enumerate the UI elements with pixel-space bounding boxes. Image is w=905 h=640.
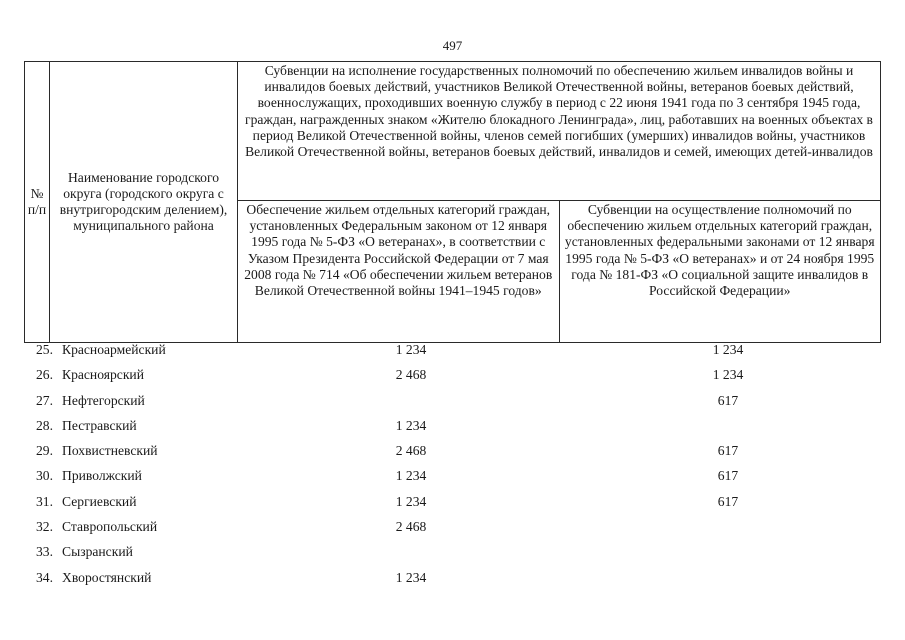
row-value-housing: 2 468: [395, 443, 427, 459]
table-header: [24, 61, 881, 343]
row-number: 25.: [36, 342, 53, 357]
row-municipality-name: Ставропольский: [62, 519, 158, 535]
row-municipality-name: Пестравский: [62, 417, 137, 433]
row-value-housing: 1 234: [395, 569, 427, 585]
row-municipality-name: Похвистневский: [62, 443, 158, 459]
table-row: [0, 443, 905, 468]
row-number: 26.: [36, 367, 53, 383]
header-sub-right-cell: [559, 201, 881, 343]
row-number: 27.: [36, 392, 53, 408]
row-municipality-name: Хворостянский: [62, 569, 152, 585]
table-row: [0, 367, 905, 392]
row-number: 33.: [36, 544, 53, 560]
table-row: [0, 342, 905, 367]
header-name-label: Наименование городского округа (городского округа с внутригородским делением), муниципального района: [59, 169, 228, 234]
row-value-housing: 1 234: [395, 493, 427, 509]
row-municipality-name: Нефтегорский: [62, 392, 145, 408]
row-number: 32.: [36, 519, 53, 535]
table-row: [0, 418, 905, 443]
page-number: 497: [442, 38, 463, 53]
header-sub-left-label: Обеспечение жильем отдельных категорий граждан, установленных Федеральным законом от 12 января 1995 года № 5-ФЗ «О ветеранах», в соответствии с Указом Президента Российской Федерации от 7 мая 2008 года № 714 «Об обеспечении жильем ветеранов Великой Отечественной войны 1941–1945 годов»: [244, 202, 553, 299]
row-number: 34.: [36, 569, 53, 585]
row-municipality-name: Приволжский: [62, 468, 142, 484]
table-row: [0, 570, 905, 595]
row-municipality-name: Сергиевский: [62, 493, 137, 509]
row-number: 31.: [36, 493, 53, 509]
header-main-cell: [238, 62, 881, 201]
table-row: [0, 393, 905, 418]
row-municipality-name: Красноармейский: [62, 342, 166, 357]
row-number: 28.: [36, 417, 53, 433]
row-municipality-name: Красноярский: [62, 367, 144, 383]
row-value-subvention: 1 234: [712, 342, 744, 357]
row-value-housing: 1 234: [395, 468, 427, 484]
row-value-housing: 2 468: [395, 519, 427, 535]
table-row: [0, 494, 905, 519]
header-sub-left-cell: [238, 201, 560, 343]
header-sub-right-label: Субвенции на осуществление полномочий по обеспечению жильем отдельных категорий граждан, установленных федеральными законами от 12 января 1995 года № 5-ФЗ «О ветеранах» и от 24 ноября 1995 года № 181-ФЗ «О социальной защите инвалидов в Российской Федерации»: [564, 202, 875, 299]
row-value-subvention: 617: [717, 468, 739, 484]
header-num-cell: [25, 62, 50, 343]
table-body: [0, 342, 905, 595]
row-value-housing: 1 234: [395, 417, 427, 433]
header-name-cell: [50, 62, 238, 343]
row-value-subvention: 617: [717, 443, 739, 459]
header-main-title: Субвенции на исполнение государственных полномочий по обеспечению жильем инвалидов войны и инвалидов боевых действий, участников Великой Отечественной войны, ветеранов боевых действий, военнослужащих, проходивших военную службу в период с 22 июня 1941 года по 3 сентября 1945 года, граждан, награжденных знаком «Жителю блокадного Ленинграда», лиц, работавших на военных объектах в период Великой Отечественной войны, членов семей погибших (умерших) инвалидов войны, участников Великой Отечественной войны, ветеранов боевых действий, инвалидов и семей, имеющих детей-инвалидов: [245, 63, 873, 160]
row-value-subvention: 617: [717, 493, 739, 509]
row-municipality-name: Сызранский: [62, 544, 133, 560]
row-value-subvention: 617: [717, 392, 739, 408]
row-value-housing: 1 234: [395, 342, 427, 357]
row-number: 29.: [36, 443, 53, 459]
table-row: [0, 544, 905, 569]
header-num-label: № п/п: [27, 185, 47, 217]
table-row: [0, 519, 905, 544]
row-value-housing: 2 468: [395, 367, 427, 383]
row-number: 30.: [36, 468, 53, 484]
row-value-subvention: 1 234: [712, 367, 744, 383]
table-row: [0, 468, 905, 493]
